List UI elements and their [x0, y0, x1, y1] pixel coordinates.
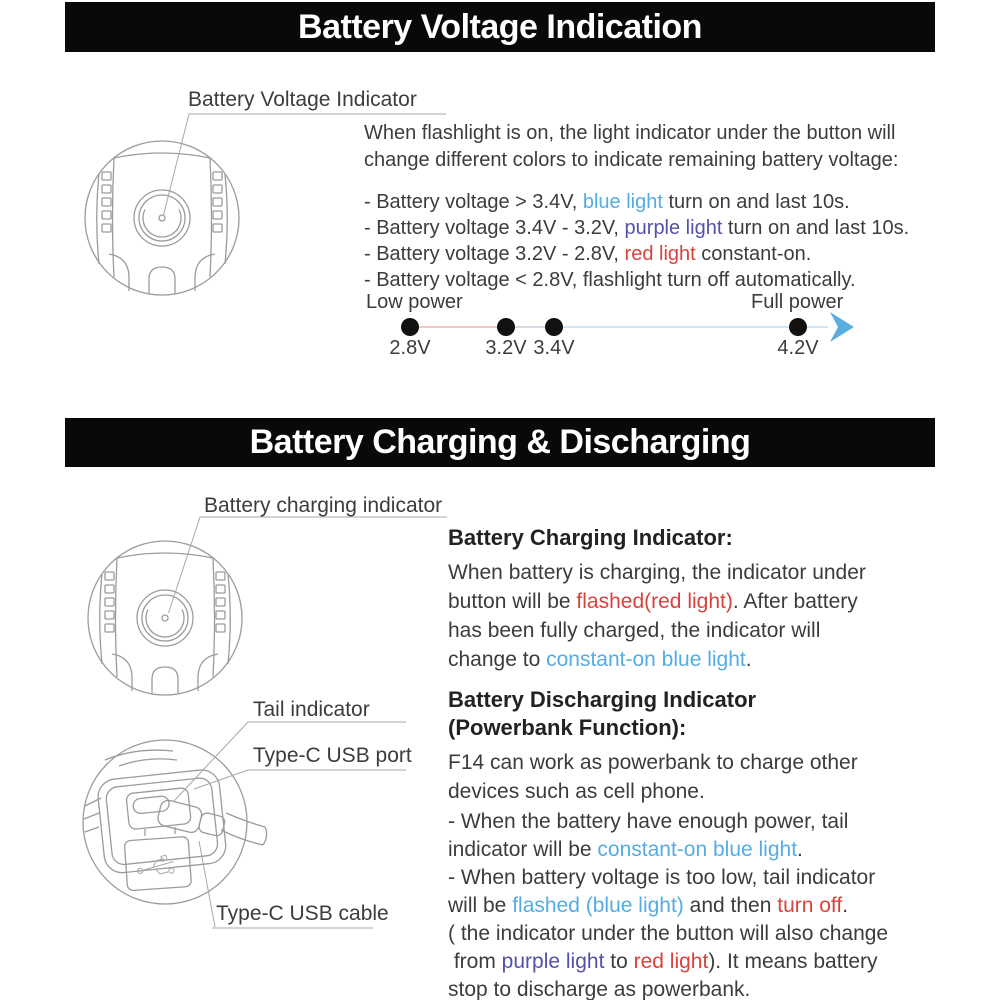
scale-tick-3-4v: 3.4V	[533, 337, 575, 359]
voltage-indicator-label: Battery Voltage Indicator	[188, 88, 417, 111]
leader-line-tail-indicator	[174, 722, 248, 801]
charging-heading: Battery Charging Indicator:	[448, 525, 733, 550]
scale-dot-2-8v	[401, 318, 419, 336]
scale-tick-4-2v: 4.2V	[777, 337, 819, 359]
low-power-label: Low power	[366, 291, 463, 313]
leader-line-usb-port	[194, 770, 248, 789]
scale-dot-4-2v	[789, 318, 807, 336]
section1-title-bar	[65, 2, 935, 52]
section2-title: Battery Charging & Discharging	[249, 423, 751, 461]
leader-line-charging-indicator	[169, 517, 201, 613]
section1-title: Battery Voltage Indication	[298, 8, 702, 46]
scale-tick-2-8v: 2.8V	[389, 337, 431, 359]
scale-arrow-icon	[830, 312, 854, 342]
discharging-heading: Battery Discharging Indicator (Powerbank Function):	[448, 687, 757, 740]
usb-port-label: Type-C USB port	[253, 744, 412, 767]
scale-tick-3-2v: 3.2V	[485, 337, 527, 359]
flashlight-tail-diagram	[83, 740, 267, 904]
tail-indicator-label: Tail indicator	[253, 698, 370, 721]
scale-dot-3-2v	[497, 318, 515, 336]
discharging-notes: - When the battery have enough power, tail indicator will be constant-on blue light. - When battery voltage is too low, tail indicator will be flashed (blue light) and then turn off. ( the indicator under the button will also change from purple light to red light). It means battery stop to discharge as powerbank.	[448, 810, 889, 1000]
scale-dot-3-4v	[545, 318, 563, 336]
full-power-label: Full power	[751, 291, 844, 313]
charging-paragraph: When battery is charging, the indicator under button will be flashed(red light). After battery has been fully charged, the indicator will change to constant-on blue light.	[448, 561, 866, 671]
usb-cable-label: Type-C USB cable	[216, 902, 389, 925]
section2-title-bar	[65, 418, 935, 467]
flashlight-head-diagram-1	[85, 141, 239, 295]
voltage-intro-text: When flashlight is on, the light indicator under the button will change different colors to indicate remaining battery voltage:	[364, 122, 899, 171]
powerbank-paragraph: F14 can work as powerbank to charge other devices such as cell phone.	[448, 751, 858, 803]
charging-indicator-label: Battery charging indicator	[204, 494, 443, 517]
flashlight-head-diagram-2	[88, 541, 242, 695]
voltage-bullet-list: - Battery voltage > 3.4V, blue light turn on and last 10s. - Battery voltage 3.4V - 3.2V, purple light turn on and last 10s. - Battery voltage 3.2V - 2.8V, red light constant-on. - Battery voltage < 2.8V, flashlight turn off automatically.	[364, 191, 910, 291]
